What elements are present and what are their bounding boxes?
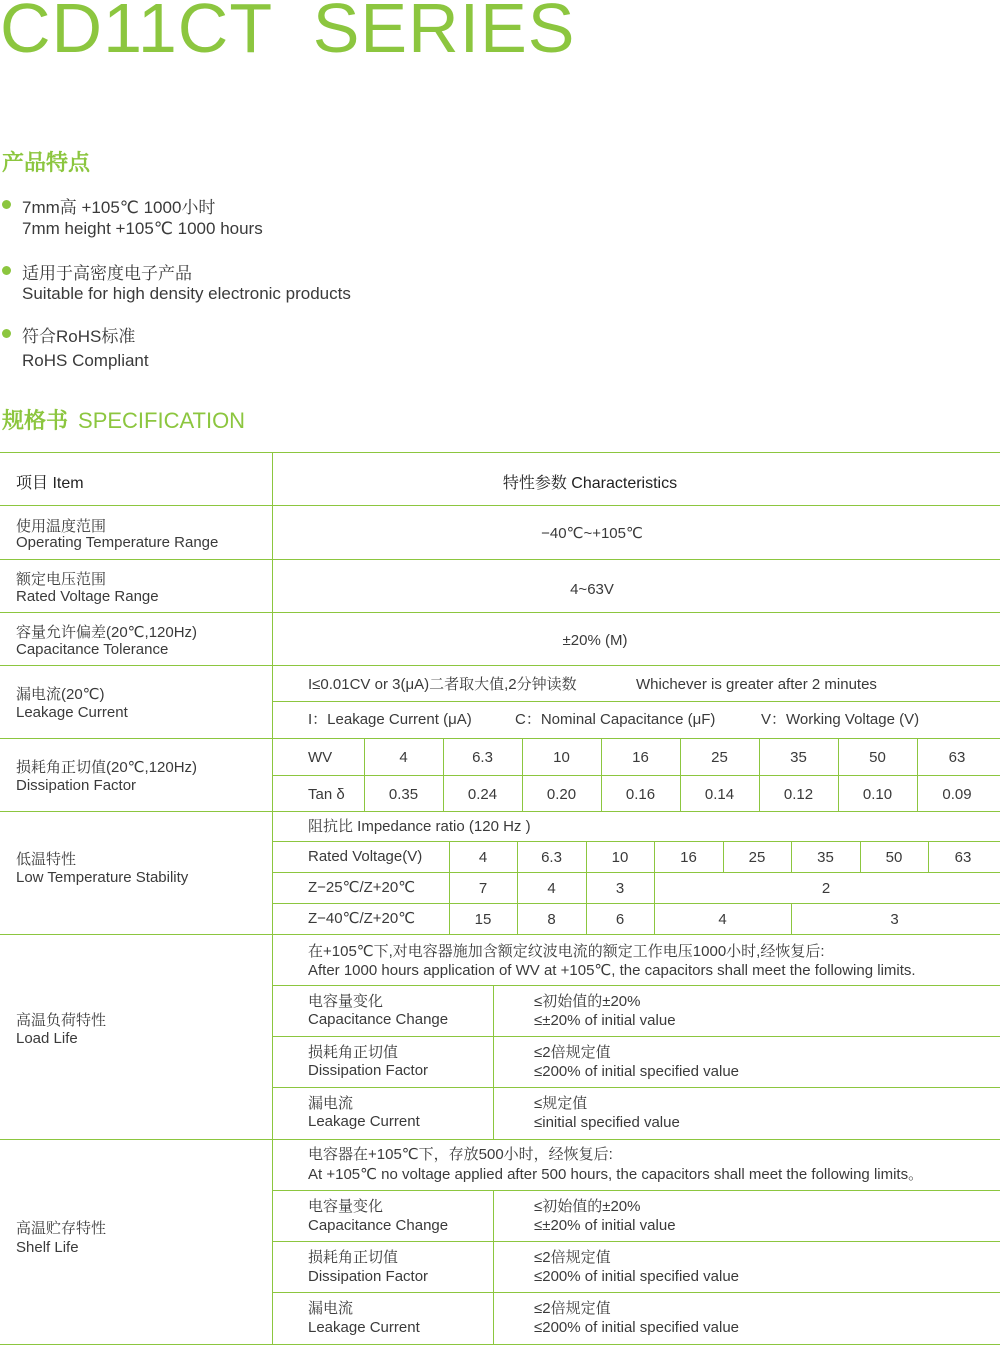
df-wv-cell: 16 xyxy=(632,749,649,766)
df-tan-cell: 0.14 xyxy=(704,786,735,803)
shelf-life-desc-zh: 电容器在+105℃下，存放500小时，经恢复后: xyxy=(308,1146,613,1163)
cap-tol-value: ±20% (M) xyxy=(562,632,628,649)
lt-rv-cell: 4 xyxy=(478,849,488,866)
df-wv-cell: 35 xyxy=(790,749,807,766)
table-rule xyxy=(0,505,1000,506)
leakage-formula: I≤0.01CV or 3(μA)二者取大值,2分钟读数 xyxy=(308,676,577,693)
load-row-value-zh: ≤规定值 xyxy=(534,1095,588,1112)
table-rule xyxy=(272,903,1000,904)
shelf-row-zh: 损耗角正切值 xyxy=(308,1249,399,1266)
df-tan-label: Tan δ xyxy=(308,786,345,803)
impedance-ratio-label: 阻抗比 Impedance ratio (120 Hz ) xyxy=(308,818,531,835)
z40-cell: 15 xyxy=(474,911,492,928)
header-item: 项目 Item xyxy=(16,475,84,492)
df-wv-cell: 10 xyxy=(553,749,570,766)
shelf-row-value-en: ≤200% of initial specified value xyxy=(534,1319,740,1336)
z40-cell: 3 xyxy=(890,911,899,928)
lt-rv-cell: 16 xyxy=(680,849,697,866)
df-tan-cell: 0.35 xyxy=(388,786,419,803)
series-title: CD11CT SERIES xyxy=(0,0,576,67)
bullet-icon xyxy=(2,266,11,275)
table-rule xyxy=(493,985,494,1139)
leakage-legend-i: I：Leakage Current (μA) xyxy=(308,711,472,728)
item-zh: 容量允许偏差(20℃,120Hz) xyxy=(16,624,198,641)
table-rule xyxy=(272,1241,1000,1242)
table-rule xyxy=(272,872,1000,873)
df-wv-cell: 50 xyxy=(869,749,886,766)
op-temp-value: −40℃~+105℃ xyxy=(541,525,643,542)
table-rule xyxy=(0,559,1000,560)
table-rule xyxy=(272,1087,1000,1088)
lt-rv-cell: 35 xyxy=(817,849,834,866)
item-en: Capacitance Tolerance xyxy=(16,641,169,658)
table-rule xyxy=(0,811,1000,812)
shelf-row-en: Leakage Current xyxy=(308,1319,420,1336)
table-rule xyxy=(272,1036,1000,1037)
leakage-legend-v: V：Working Voltage (V) xyxy=(761,711,920,728)
load-row-en: Leakage Current xyxy=(308,1113,420,1130)
features-heading: 产品特点 xyxy=(2,150,91,175)
table-rule xyxy=(0,1139,1000,1140)
z25-cell: 4 xyxy=(547,880,556,897)
item-zh: 低温特性 xyxy=(16,851,77,868)
table-rule xyxy=(272,701,1000,702)
shelf-row-value-zh: ≤2倍规定值 xyxy=(534,1249,611,1266)
df-tan-cell: 0.10 xyxy=(862,786,893,803)
load-row-en: Dissipation Factor xyxy=(308,1062,429,1079)
load-row-value-en: ≤200% of initial specified value xyxy=(534,1063,740,1080)
load-row-value-zh: ≤2倍规定值 xyxy=(534,1044,611,1061)
feature-zh: 符合RoHS标准 xyxy=(22,327,136,346)
shelf-row-value-en: ≤200% of initial specified value xyxy=(534,1268,740,1285)
load-row-zh: 损耗角正切值 xyxy=(308,1044,399,1061)
load-life-desc-en: After 1000 hours application of WV at +105℃, the capacitors shall meet the following limits. xyxy=(308,962,916,979)
table-rule xyxy=(272,985,1000,986)
item-zh: 高温贮存特性 xyxy=(16,1220,107,1237)
table-rule xyxy=(272,1190,1000,1191)
df-tan-cell: 0.09 xyxy=(942,786,972,803)
df-tan-cell: 0.20 xyxy=(546,786,577,803)
lt-rv-cell: 63 xyxy=(954,849,972,866)
table-rule xyxy=(0,452,1000,453)
item-en: Operating Temperature Range xyxy=(16,534,219,551)
item-en: Dissipation Factor xyxy=(16,777,137,794)
table-rule xyxy=(0,1344,1000,1345)
table-rule xyxy=(272,841,1000,842)
leakage-legend-c: C：Nominal Capacitance (μF) xyxy=(515,711,716,728)
item-zh: 高温负荷特性 xyxy=(16,1012,107,1029)
feature-en: Suitable for high density electronic products xyxy=(22,284,351,303)
item-zh: 漏电流(20℃) xyxy=(16,686,105,703)
item-zh: 损耗角正切值(20℃,120Hz) xyxy=(16,759,198,776)
shelf-row-value-zh: ≤初始值的±20% xyxy=(534,1198,641,1215)
table-rule xyxy=(493,1190,494,1344)
item-en: Low Temperature Stability xyxy=(16,869,189,886)
item-en: Leakage Current xyxy=(16,704,128,721)
bullet-icon xyxy=(2,200,11,209)
df-wv-cell: 4 xyxy=(399,749,408,766)
feature-en: 7mm height +105℃ 1000 hours xyxy=(22,219,263,238)
df-wv-cell: 63 xyxy=(948,749,966,766)
df-tan-cell: 0.24 xyxy=(467,786,498,803)
lt-rv-cell: 25 xyxy=(748,849,766,866)
feature-zh: 适用于高密度电子产品 xyxy=(22,264,192,283)
load-row-value-en: ≤±20% of initial value xyxy=(534,1012,676,1029)
shelf-row-en: Capacitance Change xyxy=(308,1217,449,1234)
df-tan-cell: 0.16 xyxy=(625,786,656,803)
z25-cell: 3 xyxy=(615,880,625,897)
item-en: Shelf Life xyxy=(16,1239,79,1256)
df-tan-cell: 0.12 xyxy=(783,786,814,803)
shelf-row-value-en: ≤±20% of initial value xyxy=(534,1217,676,1234)
df-wv-cell: 6.3 xyxy=(472,749,493,766)
item-zh: 使用温度范围 xyxy=(16,518,107,535)
table-rule xyxy=(0,612,1000,613)
load-row-zh: 漏电流 xyxy=(308,1095,354,1112)
shelf-row-value-zh: ≤2倍规定值 xyxy=(534,1300,611,1317)
z40-cell: 4 xyxy=(718,911,727,928)
load-row-zh: 电容量变化 xyxy=(308,993,384,1010)
load-life-desc-zh: 在+105℃下,对电容器施加含额定纹波电流的额定工作电压1000小时,经恢复后: xyxy=(308,943,825,960)
item-en: Load Life xyxy=(16,1030,78,1047)
shelf-row-zh: 漏电流 xyxy=(308,1300,354,1317)
rated-voltage-label: Rated Voltage(V) xyxy=(308,848,423,865)
spec-heading xyxy=(2,404,245,435)
load-row-value-zh: ≤初始值的±20% xyxy=(534,993,641,1010)
table-rule xyxy=(0,934,1000,935)
z40-label: Z−40℃/Z+20℃ xyxy=(308,910,416,927)
lt-rv-cell: 10 xyxy=(611,849,629,866)
spec-heading-zh: 规格书 xyxy=(2,408,69,433)
bullet-icon xyxy=(2,329,11,338)
z25-label: Z−25℃/Z+20℃ xyxy=(308,879,416,896)
lt-rv-cell: 6.3 xyxy=(541,849,562,866)
table-rule xyxy=(0,665,1000,666)
shelf-row-en: Dissipation Factor xyxy=(308,1268,429,1285)
z40-cell: 6 xyxy=(615,911,625,928)
df-wv-label: WV xyxy=(308,749,333,766)
feature-en: RoHS Compliant xyxy=(22,351,149,370)
z25-cell: 2 xyxy=(821,880,831,897)
z40-cell: 8 xyxy=(547,911,556,928)
rated-voltage-value: 4~63V xyxy=(570,581,614,598)
df-wv-cell: 25 xyxy=(711,749,728,766)
shelf-row-zh: 电容量变化 xyxy=(308,1198,384,1215)
lt-rv-cell: 50 xyxy=(885,849,903,866)
load-row-value-en: ≤initial specified value xyxy=(534,1114,680,1131)
table-rule xyxy=(272,775,1000,776)
spec-heading-en: SPECIFICATION xyxy=(78,408,246,433)
header-characteristics: 特性参数 Characteristics xyxy=(502,475,678,492)
leakage-note: Whichever is greater after 2 minutes xyxy=(636,676,877,693)
load-row-en: Capacitance Change xyxy=(308,1011,449,1028)
z25-cell: 7 xyxy=(478,880,488,897)
feature-zh: 7mm高 +105℃ 1000小时 xyxy=(22,198,216,217)
item-zh: 额定电压范围 xyxy=(16,571,107,588)
table-rule xyxy=(272,1292,1000,1293)
item-en: Rated Voltage Range xyxy=(16,588,159,605)
shelf-life-desc-en: At +105℃ no voltage applied after 500 hours, the capacitors shall meet the following limits。 xyxy=(308,1166,924,1183)
table-rule xyxy=(0,738,1000,739)
